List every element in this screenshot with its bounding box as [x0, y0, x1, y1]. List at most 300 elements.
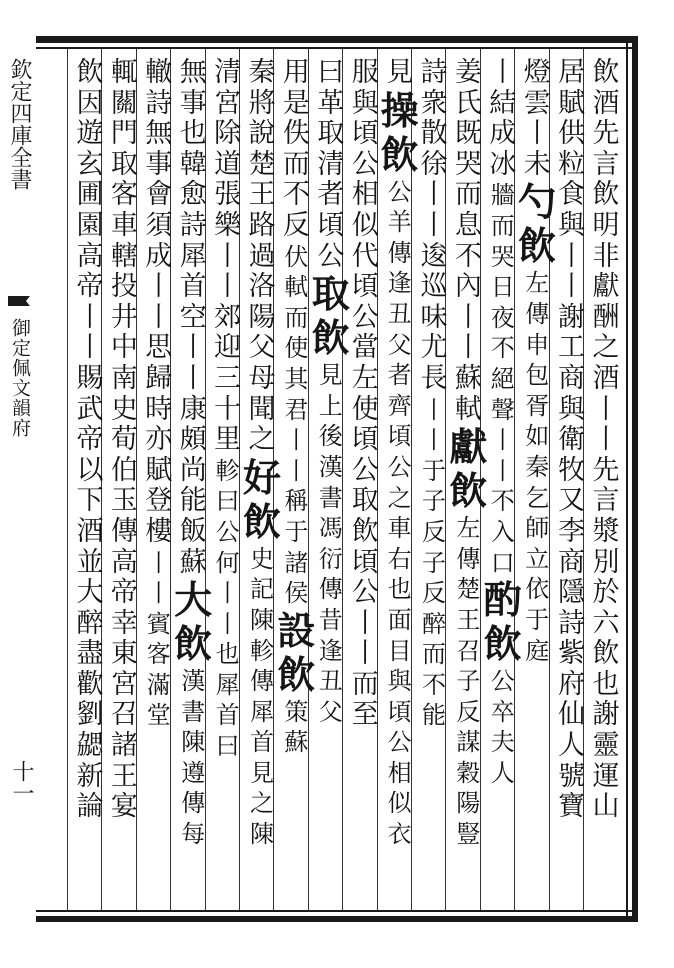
glyph: 胥 [525, 391, 550, 420]
glyph: 運 [592, 760, 620, 792]
text-column [276, 58, 316, 758]
glyph: 衍 [318, 544, 343, 573]
glyph: 醉 [422, 609, 446, 638]
glyph: 之 [592, 332, 620, 364]
glyph: 陳 [250, 820, 274, 849]
glyph: 丨 [214, 271, 242, 303]
glyph: 代 [351, 240, 379, 272]
glyph: 立 [525, 544, 550, 573]
glyph: 設 [277, 607, 316, 653]
glyph: 公 [215, 517, 240, 546]
glyph: 商 [558, 362, 586, 394]
glyph: 子 [422, 548, 446, 577]
glyph: 見 [386, 57, 414, 88]
glyph: 首 [179, 271, 207, 303]
glyph: 衛 [558, 424, 586, 456]
glyph: 每 [181, 820, 206, 849]
glyph: 丨 [490, 456, 515, 485]
glyph: 蘇 [454, 362, 482, 394]
text-column [483, 58, 523, 788]
glyph: 幸 [110, 607, 138, 639]
glyph: 稱 [284, 487, 309, 516]
glyph: 謝 [592, 699, 620, 731]
glyph: 父 [318, 697, 343, 726]
glyph: 丨 [146, 548, 171, 577]
glyph: 犀 [215, 670, 240, 699]
glyph: 犀 [179, 240, 207, 272]
glyph: 策 [284, 697, 309, 726]
glyph: 十 [214, 393, 242, 425]
text-column [448, 58, 488, 850]
text-column [517, 58, 557, 666]
glyph: 賜 [76, 362, 104, 394]
glyph: 曰 [215, 732, 240, 761]
glyph: 聞 [248, 393, 276, 425]
glyph: 丨 [284, 426, 309, 455]
glyph: 丨 [454, 332, 482, 364]
glyph: 詩 [145, 87, 173, 119]
glyph: 豎 [456, 820, 481, 849]
text-column [173, 58, 213, 850]
glyph: 詩 [179, 209, 207, 241]
glyph: 公 [387, 177, 412, 206]
glyph: 反 [422, 579, 446, 608]
glyph: 傳 [387, 238, 412, 267]
glyph: 丑 [318, 667, 343, 696]
glyph: 味 [420, 301, 448, 333]
glyph: 並 [76, 546, 104, 578]
glyph: 如 [525, 422, 550, 451]
glyph: 革 [317, 87, 345, 119]
margin-top-text: 欽定四庫全書 [7, 58, 32, 190]
glyph: 包 [525, 361, 550, 390]
glyph: 丨 [284, 456, 309, 485]
glyph: 供 [558, 118, 586, 150]
glyph: 門 [110, 118, 138, 150]
text-column [70, 58, 110, 823]
glyph: 侯 [284, 579, 309, 608]
glyph: 召 [110, 699, 138, 731]
glyph: 衣 [387, 820, 412, 849]
glyph: 丨 [215, 609, 240, 638]
glyph: 醉 [76, 607, 104, 639]
glyph: 丑 [387, 299, 412, 328]
glyph: 亦 [145, 424, 173, 456]
glyph: 而 [351, 668, 379, 700]
glyph: 王 [110, 760, 138, 792]
glyph: 中 [110, 332, 138, 364]
glyph: 左 [456, 514, 481, 543]
glyph: 遊 [76, 118, 104, 150]
glyph: 東 [110, 638, 138, 670]
glyph: 巡 [420, 271, 448, 303]
glyph: 成 [489, 118, 517, 150]
glyph: 三 [214, 362, 242, 394]
glyph: 樂 [214, 209, 242, 241]
glyph: 上 [318, 391, 343, 420]
glyph: 好 [242, 454, 281, 500]
glyph: 取 [351, 485, 379, 517]
text-column [414, 58, 454, 731]
glyph: 傳 [250, 667, 274, 696]
glyph: 成 [145, 240, 173, 272]
glyph: 丨 [558, 240, 586, 272]
glyph: 賦 [145, 454, 173, 486]
glyph: 後 [318, 422, 343, 451]
glyph: 詩 [558, 607, 586, 639]
glyph: 丨 [422, 395, 446, 424]
glyph: 公 [387, 728, 412, 757]
glyph: 其 [284, 364, 309, 393]
glyph: 而 [490, 211, 515, 240]
glyph: 又 [558, 485, 586, 517]
bottom-border-inner [36, 910, 638, 912]
glyph: 頃 [351, 271, 379, 303]
glyph: 飲 [277, 651, 316, 697]
glyph: 也 [179, 118, 207, 150]
glyph: 記 [250, 575, 274, 604]
glyph: 郊 [214, 301, 242, 333]
glyph: 勰 [76, 730, 104, 762]
glyph: 丨 [592, 393, 620, 425]
glyph: 氏 [454, 87, 482, 119]
glyph: 而 [282, 148, 310, 180]
text-column [311, 58, 351, 727]
glyph: 玉 [110, 485, 138, 517]
glyph: 諸 [284, 548, 309, 577]
glyph: 與 [387, 667, 412, 696]
glyph: 路 [248, 209, 276, 241]
bottom-border [36, 916, 638, 922]
glyph: 楚 [248, 148, 276, 180]
glyph: 須 [145, 209, 173, 241]
glyph: 丨 [179, 332, 207, 364]
glyph: 丨 [145, 301, 173, 333]
glyph: 頗 [179, 424, 207, 456]
glyph: 內 [454, 271, 482, 303]
glyph: 勺 [518, 179, 557, 225]
glyph: 牧 [558, 454, 586, 486]
glyph: 飲 [311, 315, 350, 361]
glyph: 府 [558, 668, 586, 700]
glyph: 飲 [518, 223, 557, 269]
glyph: 帝 [76, 271, 104, 303]
glyph: 夜 [490, 303, 515, 332]
glyph: 頃 [351, 118, 379, 150]
glyph: 首 [215, 701, 240, 730]
glyph: 轄 [110, 240, 138, 272]
glyph: 者 [387, 361, 412, 390]
glyph: 漿 [592, 515, 620, 547]
glyph: 散 [420, 118, 448, 150]
glyph: 馮 [318, 514, 343, 543]
glyph: 哭 [490, 242, 515, 271]
glyph: 至 [351, 699, 379, 731]
glyph: 取 [317, 118, 345, 150]
glyph: 號 [558, 760, 586, 792]
glyph: 見 [318, 361, 343, 390]
glyph: 時 [145, 393, 173, 425]
glyph: 頃 [387, 422, 412, 451]
glyph: 獻 [592, 271, 620, 303]
glyph: 公 [317, 240, 345, 272]
glyph: 投 [110, 271, 138, 303]
glyph: 與 [558, 393, 586, 425]
glyph: 長 [420, 362, 448, 394]
glyph: 六 [592, 607, 620, 639]
glyph: 反 [456, 697, 481, 726]
glyph: 武 [76, 393, 104, 425]
glyph: 於 [592, 577, 620, 609]
right-border [632, 36, 638, 922]
glyph: 圃 [76, 179, 104, 211]
glyph: 母 [248, 362, 276, 394]
glyph: 丨 [420, 209, 448, 241]
top-border [36, 36, 638, 43]
glyph: 秦 [248, 57, 276, 88]
glyph: 客 [110, 179, 138, 211]
glyph: 服 [351, 57, 379, 88]
glyph: 陳 [181, 728, 206, 757]
glyph: 使 [284, 334, 309, 363]
glyph: 韓 [179, 148, 207, 180]
glyph: 丨 [422, 426, 446, 455]
glyph: 新 [76, 760, 104, 792]
glyph: 頃 [387, 697, 412, 726]
text-column [208, 58, 248, 762]
glyph: 也 [592, 668, 620, 700]
glyph: 與 [351, 87, 379, 119]
glyph: 不 [490, 334, 515, 363]
glyph: 未 [523, 148, 551, 180]
glyph: 飲 [351, 515, 379, 547]
glyph: 樓 [145, 515, 173, 547]
glyph: 子 [456, 667, 481, 696]
glyph: 宴 [110, 791, 138, 823]
glyph: 首 [250, 728, 274, 757]
glyph: 相 [351, 179, 379, 211]
glyph: 寶 [558, 791, 586, 823]
glyph: 論 [76, 791, 104, 823]
glyph: 之 [387, 483, 412, 512]
glyph: 逡 [420, 240, 448, 272]
glyph: 清 [317, 148, 345, 180]
glyph: 曰 [317, 57, 345, 88]
glyph: 面 [387, 605, 412, 634]
glyph: 父 [387, 330, 412, 359]
glyph: 仙 [558, 699, 586, 731]
glyph: 洛 [248, 271, 276, 303]
glyph: 王 [248, 179, 276, 211]
glyph: 何 [215, 548, 240, 577]
glyph: 丨 [351, 638, 379, 670]
glyph: 頃 [317, 209, 345, 241]
text-column [345, 58, 385, 731]
glyph: 結 [489, 87, 517, 119]
glyph: 日 [490, 273, 515, 302]
glyph: 李 [558, 515, 586, 547]
glyph: 丨 [215, 579, 240, 608]
glyph: 羊 [387, 208, 412, 237]
fish-tail-mark-icon [6, 290, 32, 312]
glyph: 山 [592, 791, 620, 823]
glyph: 劉 [76, 699, 104, 731]
glyph: 而 [284, 303, 309, 332]
glyph: 犀 [250, 697, 274, 726]
glyph: 逢 [387, 269, 412, 298]
glyph: 當 [351, 332, 379, 364]
glyph: 無 [179, 57, 207, 88]
glyph: 宮 [110, 668, 138, 700]
glyph: 丨 [454, 301, 482, 333]
glyph: 賓 [146, 609, 171, 638]
glyph: 目 [387, 636, 412, 665]
glyph: 相 [387, 758, 412, 787]
glyph: 之 [248, 424, 276, 456]
glyph: 飲 [174, 621, 213, 667]
glyph: 左 [525, 269, 550, 298]
glyph: 高 [110, 546, 138, 578]
glyph: 軫 [250, 636, 274, 665]
glyph: 因 [76, 87, 104, 119]
glyph: 既 [454, 118, 482, 150]
text-column [104, 58, 144, 823]
glyph: 酒 [76, 515, 104, 547]
glyph: 而 [422, 640, 446, 669]
glyph: 蘇 [179, 546, 207, 578]
glyph: 不 [422, 670, 446, 699]
glyph: 傳 [110, 515, 138, 547]
glyph: 宮 [214, 87, 242, 119]
glyph: 是 [282, 87, 310, 119]
glyph: 丨 [523, 118, 551, 150]
glyph: 謝 [558, 301, 586, 333]
glyph: 軾 [284, 273, 309, 302]
glyph: 紫 [558, 638, 586, 670]
glyph: 大 [174, 577, 213, 623]
glyph: 丨 [76, 332, 104, 364]
glyph: 飲 [242, 498, 281, 544]
glyph: 傳 [456, 544, 481, 573]
glyph: 人 [490, 758, 515, 787]
glyph: 玄 [76, 148, 104, 180]
glyph: 雲 [523, 87, 551, 119]
text-column [552, 58, 592, 823]
glyph: 丨 [179, 362, 207, 394]
glyph: 關 [110, 87, 138, 119]
glyph: 丨 [489, 57, 517, 88]
glyph: 詩 [420, 57, 448, 88]
glyph: 謀 [456, 728, 481, 757]
glyph: 空 [179, 301, 207, 333]
text-column [586, 58, 626, 823]
glyph: 會 [145, 179, 173, 211]
glyph: 逢 [318, 636, 343, 665]
glyph: 見 [250, 758, 274, 787]
glyph: 靈 [592, 730, 620, 762]
glyph: 似 [387, 789, 412, 818]
glyph: 公 [387, 452, 412, 481]
glyph: 獻 [449, 424, 488, 470]
glyph: 曰 [215, 487, 240, 516]
glyph: 冰 [489, 148, 517, 180]
glyph: 于 [422, 456, 446, 485]
glyph: 書 [318, 483, 343, 512]
glyph: 佚 [282, 118, 310, 150]
glyph: 陳 [250, 605, 274, 634]
glyph: 滿 [146, 670, 171, 699]
glyph: 食 [558, 179, 586, 211]
glyph: 絕 [490, 364, 515, 393]
glyph: 哭 [454, 148, 482, 180]
glyph: 粒 [558, 148, 586, 180]
glyph: 別 [592, 546, 620, 578]
glyph: 子 [422, 487, 446, 516]
glyph: 依 [525, 575, 550, 604]
glyph: 燈 [523, 57, 551, 88]
glyph: 事 [179, 87, 207, 119]
glyph: 酌 [483, 577, 522, 623]
glyph: 無 [145, 118, 173, 150]
glyph: 車 [110, 209, 138, 241]
glyph: 客 [146, 640, 171, 669]
glyph: 園 [76, 209, 104, 241]
glyph: 飯 [179, 515, 207, 547]
glyph: 史 [110, 393, 138, 425]
glyph: 公 [351, 454, 379, 486]
glyph: 丨 [420, 179, 448, 211]
glyph: 不 [282, 179, 310, 211]
glyph: 公 [351, 577, 379, 609]
text-column [139, 58, 179, 731]
glyph: 事 [145, 148, 173, 180]
glyph: 言 [592, 148, 620, 180]
glyph: 高 [76, 240, 104, 272]
glyph: 賦 [558, 87, 586, 119]
glyph: 先 [592, 454, 620, 486]
glyph: 夫 [490, 728, 515, 757]
glyph: 姜 [454, 57, 482, 88]
glyph: 公 [351, 301, 379, 333]
glyph: 過 [248, 240, 276, 272]
glyph: 庭 [525, 636, 550, 665]
glyph: 先 [592, 118, 620, 150]
glyph: 丨 [592, 424, 620, 456]
glyph: 丨 [558, 271, 586, 303]
glyph: 史 [250, 544, 274, 573]
glyph: 下 [76, 485, 104, 517]
glyph: 蘇 [284, 728, 309, 757]
margin-book-title: 御定佩文韻府 [9, 318, 31, 438]
glyph: 工 [558, 332, 586, 364]
glyph: 諸 [110, 730, 138, 762]
glyph: 操 [380, 87, 419, 133]
glyph: 丨 [214, 240, 242, 272]
glyph: 張 [214, 179, 242, 211]
glyph: 者 [317, 179, 345, 211]
glyph: 大 [76, 577, 104, 609]
glyph: 口 [490, 548, 515, 577]
glyph: 王 [456, 605, 481, 634]
glyph: 公 [351, 148, 379, 180]
glyph: 于 [284, 517, 309, 546]
glyph: 傳 [525, 299, 550, 328]
glyph: 用 [282, 57, 310, 88]
glyph: 取 [311, 271, 350, 317]
glyph: 丨 [76, 301, 104, 333]
glyph: 酒 [592, 87, 620, 119]
glyph: 非 [592, 240, 620, 272]
